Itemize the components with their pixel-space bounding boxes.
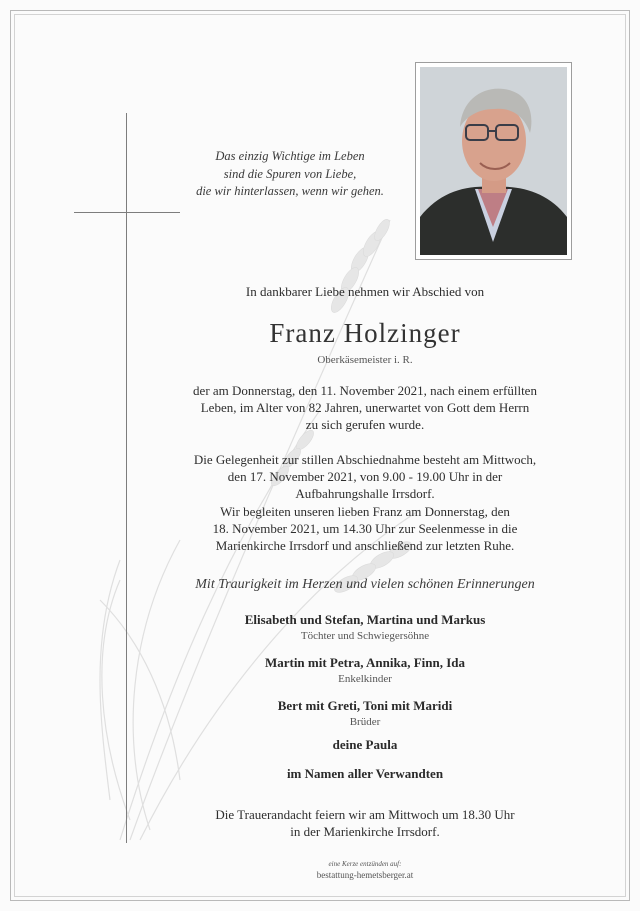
mourner-names: Martin mit Petra, Annika, Finn, Ida [264, 655, 466, 670]
death-notice [150, 382, 580, 433]
deceased-name: Franz Holzinger [269, 318, 461, 348]
mourner-names: Elisabeth und Stefan, Martina und Markus [244, 612, 486, 627]
cross-horizontal-bar [74, 212, 180, 213]
quote-line: die wir hinterlassen, wenn wir gehen. [196, 184, 384, 198]
portrait-frame [415, 62, 572, 260]
funeral-line: 18. November 2021, um 14.30 Uhr zur Seelenmesse in die [212, 521, 518, 536]
portrait-photo [420, 67, 567, 255]
spouse-name: deine Paula [332, 737, 398, 752]
death-notice-line: zu sich gerufen wurde. [305, 417, 425, 432]
prayer-line: Die Trauerandacht feiern wir am Mittwoch um 18.30 Uhr [215, 807, 515, 822]
mourner-relation: Töchter und Schwiegersöhne [300, 630, 430, 642]
mourner-group [150, 612, 580, 644]
death-notice-line: der am Donnerstag, den 11. November 2021, nach einem erfüllten [193, 383, 537, 398]
memorial-quote [170, 148, 410, 201]
quote-line: Das einzig Wichtige im Leben [215, 149, 365, 163]
cross-vertical-bar [126, 113, 127, 843]
mourner-names: Bert mit Greti, Toni mit Maridi [277, 698, 453, 713]
sorrow-line: Mit Traurigkeit im Herzen und vielen schönen Erinnerungen [195, 577, 535, 592]
mourner-relation: Brüder [349, 716, 381, 728]
intro-text: In dankbarer Liebe nehmen wir Abschied von [245, 284, 485, 299]
deceased-title: Oberkäsemeister i. R. [317, 354, 413, 366]
funeral-line: Wir begleiten unseren lieben Franz am Donnerstag, den [220, 504, 510, 519]
footer [150, 859, 580, 881]
portrait-illustration [420, 67, 567, 255]
viewing-line: Die Gelegenheit zur stillen Abschiednahme besteht am Mittwoch, [193, 452, 537, 467]
prayer-notice [150, 806, 580, 840]
viewing-line: Aufbahrungshalle Irrsdorf. [295, 486, 435, 501]
candle-text: eine Kerze entzünden auf: [328, 860, 402, 868]
viewing-notice [150, 451, 580, 502]
prayer-line: in der Marienkirche Irrsdorf. [290, 824, 440, 839]
funeral-notice [150, 503, 580, 554]
death-notice-line: Leben, im Alter von 82 Jahren, unerwartet von Gott dem Herrn [200, 400, 530, 415]
mourner-group [150, 698, 580, 730]
funeral-line: Marienkirche Irrsdorf und anschließend zur letzten Ruhe. [215, 538, 515, 553]
relatives-line: im Namen aller Verwandten [286, 766, 444, 781]
viewing-line: den 17. November 2021, von 9.00 - 19.00 Uhr in der [227, 469, 503, 484]
website-link[interactable]: bestattung-hemetsberger.at [316, 870, 414, 880]
mourner-relation: Enkelkinder [338, 673, 392, 685]
quote-line: sind die Spuren von Liebe, [223, 166, 357, 181]
mourner-group [150, 655, 580, 687]
